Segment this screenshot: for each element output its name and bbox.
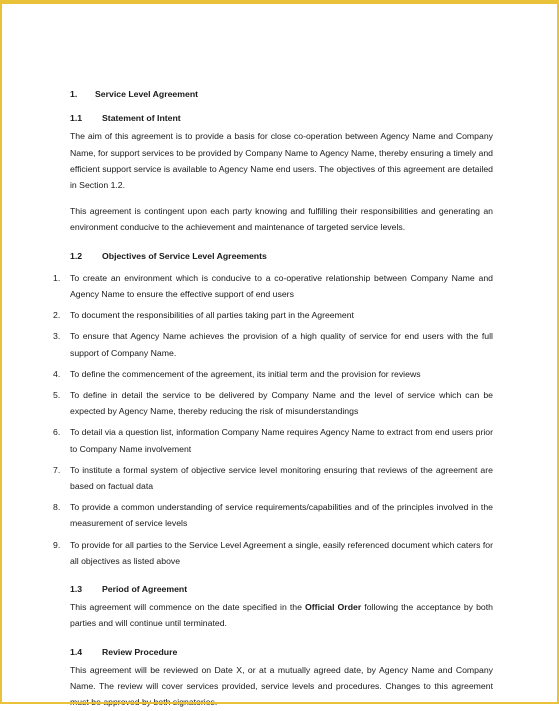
objectives-list: [53, 270, 493, 569]
list-item: [53, 270, 493, 302]
subsection-number: 1.4: [70, 646, 83, 657]
list-number: 1.: [53, 272, 61, 283]
list-item: [53, 387, 493, 419]
list-item: [53, 424, 493, 456]
list-text: To provide a common understanding of service requirements/capabilities and of the principles involved in the measurement of service levels: [70, 502, 493, 529]
list-number: 9.: [53, 539, 61, 550]
list-text: To institute a formal system of objective service level monitoring ensuring that reviews of the agreement are based on factual data: [70, 464, 493, 492]
list-number: 8.: [53, 502, 61, 513]
list-item: [53, 307, 493, 323]
period-text-before: This agreement will commence on the date specified in the: [70, 602, 306, 613]
list-text: To document the responsibilities of all parties taking part in the Agreement: [70, 310, 354, 321]
list-number: 3.: [53, 331, 61, 342]
subsection-number: 1.3: [70, 584, 83, 595]
period-text-after: following the acceptance by both parties and will continue until terminated.: [70, 602, 493, 629]
subsection-number: 1.1: [70, 113, 83, 124]
list-number: 7.: [53, 464, 61, 475]
list-text: To detail via a question list, information Company Name requires Agency Name to extract from end users prior to Company Name involvement: [70, 427, 493, 454]
list-item: [53, 537, 493, 569]
list-number: 5.: [53, 390, 61, 401]
list-item: [53, 462, 493, 494]
subsection-heading-1-3: [70, 581, 493, 597]
list-text: To define in detail the service to be delivered by Company Name and the level of service which can be expected by Agency Name, thereby reducing the risk of misunderstandings: [70, 390, 493, 417]
list-item: [53, 328, 493, 360]
list-text: To ensure that Agency Name achieves the provision of a high quality of service for end users with the full support of Company Name.: [70, 331, 493, 358]
list-item: [53, 366, 493, 382]
subsection-title: Review Procedure: [102, 646, 178, 657]
review-paragraph: This agreement will be reviewed on Date X, or at a mutually agreed date, by Agency Name and Company Name. The review will cover services provided, service levels and procedures. Changes to this agreement must be approved by both signatories.: [70, 664, 493, 708]
period-paragraph: [70, 599, 493, 631]
section-number: 1.: [70, 89, 78, 99]
section-heading: [70, 86, 493, 102]
subsection-title: Statement of Intent: [102, 113, 181, 124]
official-order-term: Official Order: [305, 602, 362, 613]
list-item: [53, 499, 493, 531]
list-number: 2.: [53, 310, 61, 321]
subsection-heading-1-2: [70, 248, 493, 264]
document-page: [2, 4, 557, 708]
list-text: To provide for all parties to the Service Level Agreement a single, easily referenced document which caters for all objectives as listed above: [70, 539, 493, 566]
subsection-heading-1-4: [70, 644, 493, 660]
statement-paragraph-1: The aim of this agreement is to provide a basis for close co-operation between Agency Name and Company Name, for support services to be provided by Company Name to Agency Name, thereby ensuring a timely and efficient support service is available to Agency Name end users. The objectives of this agreement are detailed in Section 1.2.: [70, 131, 494, 191]
subsection-heading-1-1: [70, 110, 493, 126]
list-text: To define the commencement of the agreement, its initial term and the provision for reviews: [70, 368, 421, 379]
document-body: [53, 86, 494, 711]
section-title: Service Level Agreement: [95, 89, 199, 99]
list-number: 4.: [53, 368, 61, 379]
subsection-number: 1.2: [70, 250, 83, 261]
list-text: To create an environment which is conducive to a co-operative relationship between Company Name and Agency Name to ensure the effective support of end users: [70, 272, 493, 300]
subsection-title: Period of Agreement: [102, 584, 188, 595]
list-number: 6.: [53, 427, 61, 438]
subsection-title: Objectives of Service Level Agreements: [102, 250, 267, 261]
statement-paragraph-2: This agreement is contingent upon each party knowing and fulfilling their responsibilities and generating an environment conducive to the achievement and maintenance of targeted service levels.: [70, 206, 493, 233]
